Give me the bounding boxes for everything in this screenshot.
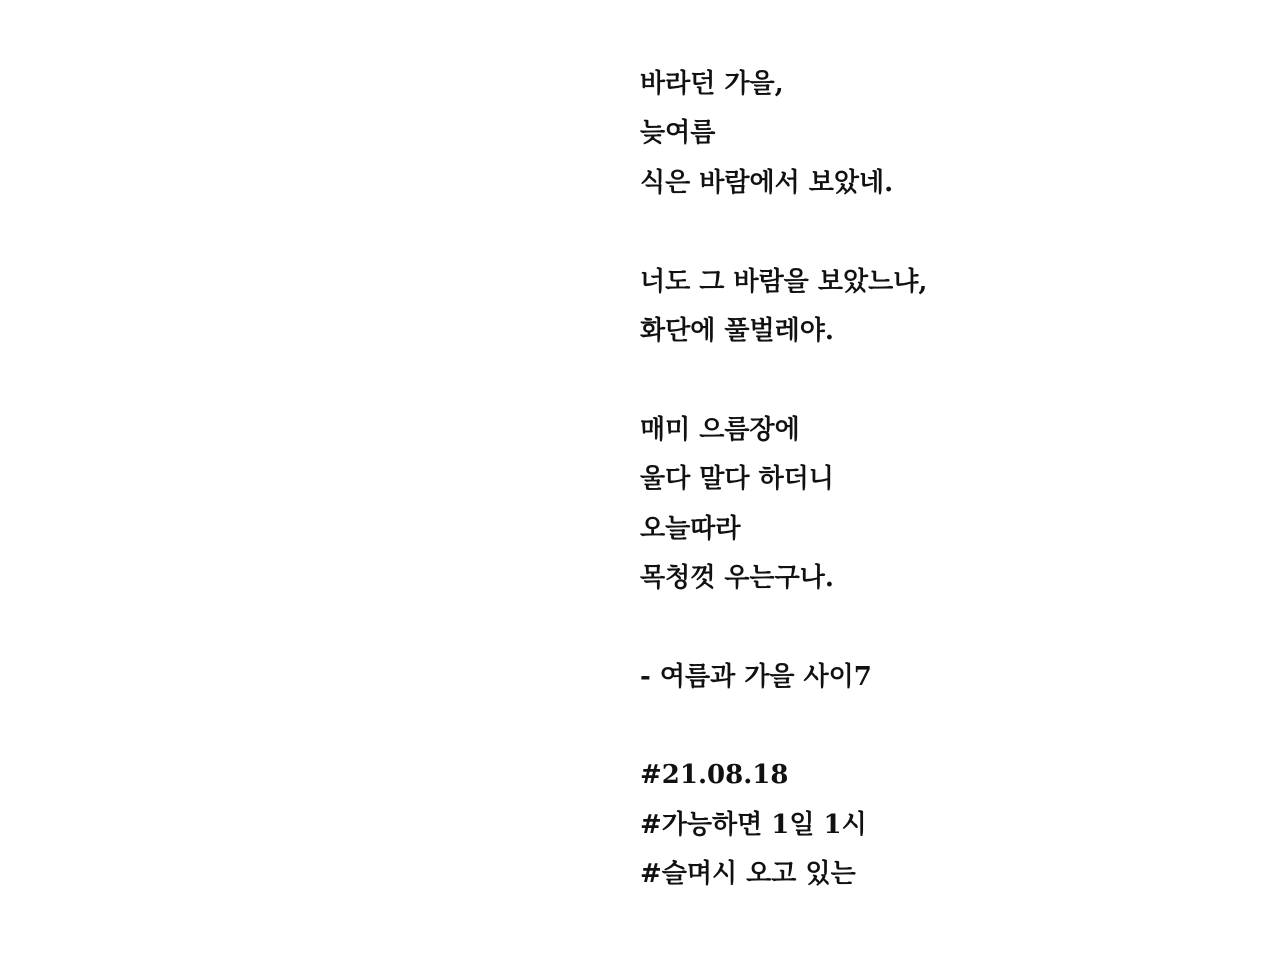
poem-line: 매미 으름장에 <box>640 414 800 445</box>
hashtag: #가능하면 1일 1시 <box>640 809 867 840</box>
poem-line: 바라던 가을, <box>640 69 784 99</box>
hashtag: #슬며시 오고 있는 <box>640 859 856 890</box>
poem-line: 울다 말다 하더니 <box>640 464 834 495</box>
poem-line: 오늘따라 <box>640 513 741 544</box>
poem-line: 목청껏 우는구나. <box>640 562 834 593</box>
poem-line: 너도 그 바람을 보았느냐, <box>640 266 928 297</box>
poem-line: 늦여름 <box>640 118 716 149</box>
stanza-break <box>640 702 1260 751</box>
stanza-break <box>640 208 1260 257</box>
stanza-break <box>640 356 1260 405</box>
poem-line: 식은 바람에서 보았네. <box>640 167 894 198</box>
poem-line: 화단에 풀벌레야. <box>640 315 834 346</box>
poem-text <box>640 60 1260 900</box>
hashtag: #21.08.18 <box>640 760 789 791</box>
stanza-break <box>640 603 1260 652</box>
poem-signature: - 여름과 가을 사이7 <box>640 661 872 692</box>
